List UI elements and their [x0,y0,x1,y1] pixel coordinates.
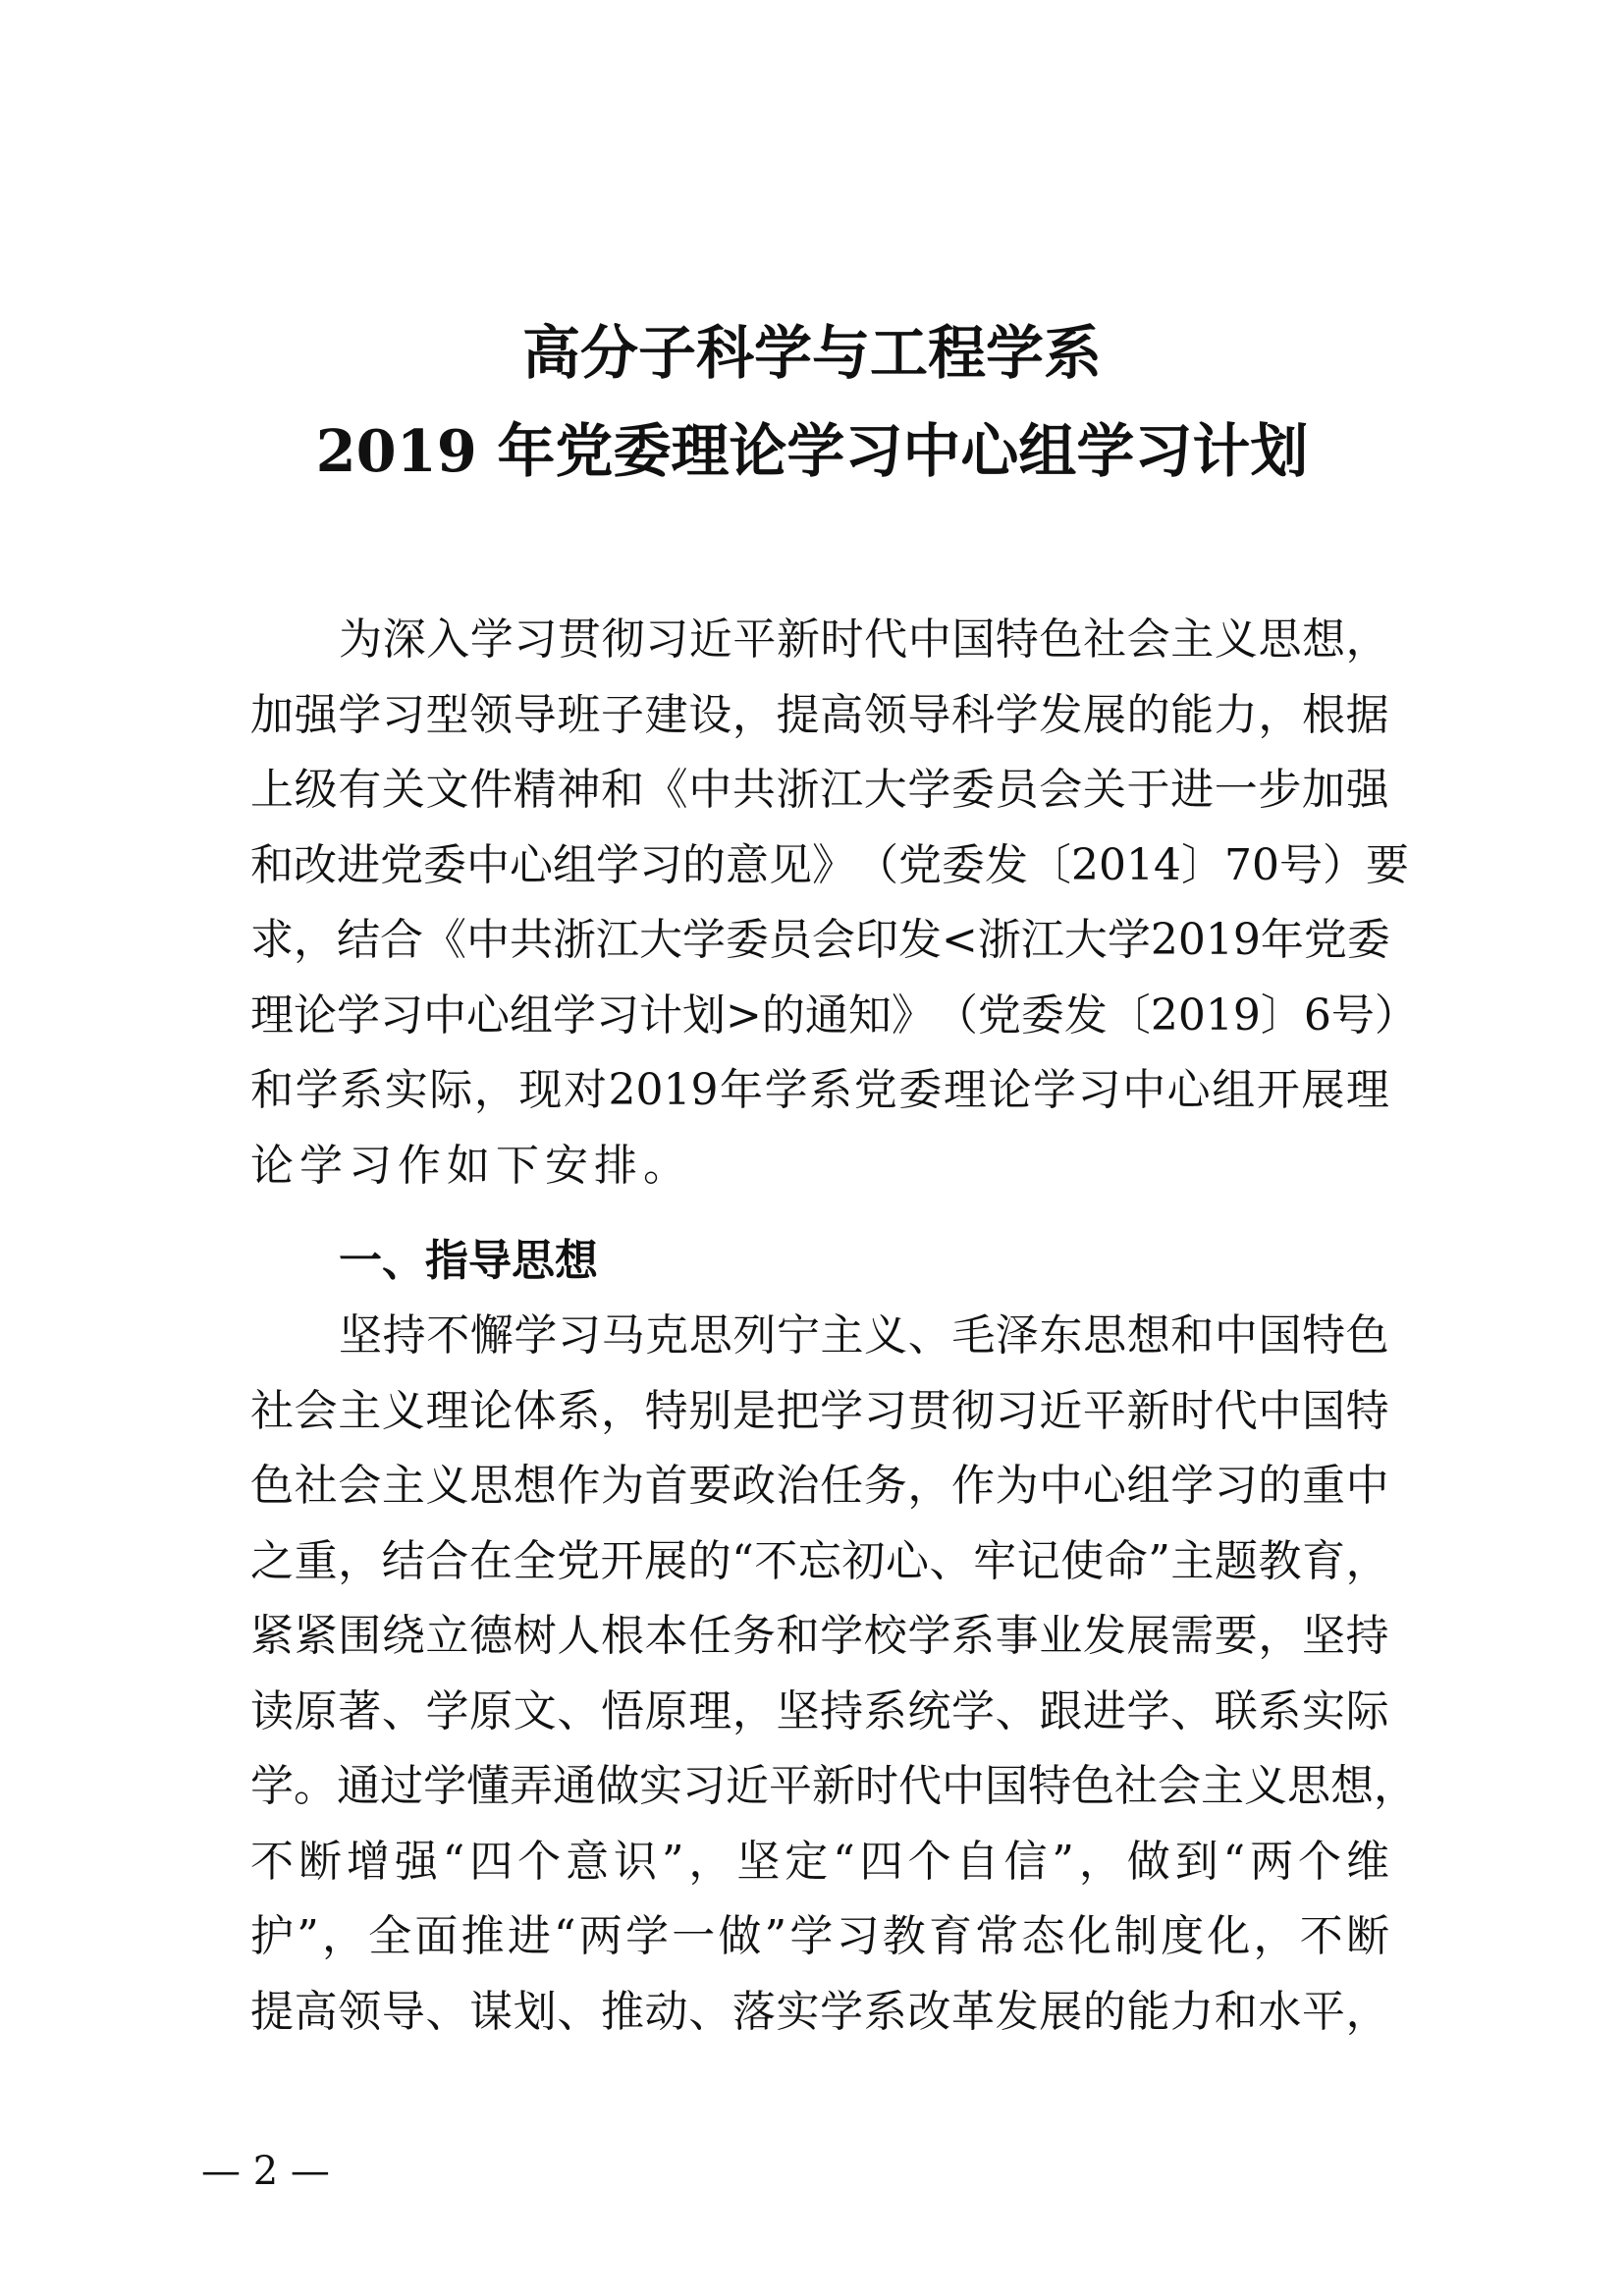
section-heading-guiding-ideology: 一、指导思想 [339,1236,598,1286]
section-1-text-line: 不 断 增 强 “ 四 个 意 识 ” ， 坚 定 “ 四 个 自 信 ” ， 做 到 “ 两 个 维 [250,1836,1389,1887]
section-1-text-line: 之 重 ， 结 合 在 全 党 开 展 的 “ 不 忘 初 心 、 牢 记 使 命 ” 主 题 教 育 ， [250,1535,1389,1586]
section-1-text-line: 读 原 著 、 学 原 文 、 悟 原 理 ， 坚 持 系 统 学 、 跟 进 学 、 联 系 实 际 [250,1685,1389,1736]
intro-text-line: 上 级 有 关 文 件 精 神 和 《 中 共 浙 江 大 学 委 员 会 关 于 进 一 步 加 强 [250,765,1389,815]
intro-text-line: 为 深 入 学 习 贯 彻 习 近 平 新 时 代 中 国 特 色 社 会 主 义 思 想 ， [339,614,1389,665]
section-1-text-line: 护 ” ， 全 面 推 进 “ 两 学 一 做 ” 学 习 教 育 常 态 化 制 度 化 ， 不 断 [250,1911,1389,1961]
intro-text-line: 理 论 学 习 中 心 组 学 习 计 划 > 的 通 知 》 （ 党 委 发 〔 2019 〕 6 号 ） [250,989,1418,1041]
intro-text-line: 求 ， 结 合 《 中 共 浙 江 大 学 委 员 会 印 发 < 浙 江 大 学 2019 年 党 委 [250,915,1390,965]
intro-text-line: 和 学 系 实 际 ， 现 对 2019 年 学 系 党 委 理 论 学 习 中 心 组 开 展 理 [250,1065,1389,1115]
section-1-text-line: 紧 紧 围 绕 立 德 树 人 根 本 任 务 和 学 校 学 系 事 业 发 展 需 要 ， 坚 持 [250,1611,1389,1661]
document-title-line-1: 高分子科学与工程学系 [521,319,1102,387]
page-number: — 2 — [201,2149,330,2194]
section-1-text-line: 提 高 领 导 、 谋 划 、 推 动 、 落 实 学 系 改 革 发 展 的 能 力 和 水 平 ， [250,1986,1389,2037]
section-1-text-line: 学 。 通 过 学 懂 弄 通 做 实 习 近 平 新 时 代 中 国 特 色 社 会 主 义 思 想 ， [250,1761,1417,1811]
intro-text-line: 加 强 学 习 型 领 导 班 子 建 设 ， 提 高 领 导 科 学 发 展 的 能 力 ， 根 据 [250,689,1389,740]
intro-text-line: 和 改 进 党 委 中 心 组 学 习 的 意 见 》 （ 党 委 发 〔 2014 〕 70 号 ） 要 [250,839,1409,890]
section-1-text-line: 社 会 主 义 理 论 体 系 ， 特 别 是 把 学 习 贯 彻 习 近 平 新 时 代 中 国 特 [250,1385,1389,1436]
document-title-line-2: 2019 年党委理论学习中心组学习计划 [315,417,1309,485]
intro-text-line: 论 学 习 作 如 下 安 排 。 [250,1140,686,1191]
section-1-text-line: 坚 持 不 懈 学 习 马 克 思 列 宁 主 义 、 毛 泽 东 思 想 和 中 国 特 色 [339,1310,1389,1361]
section-1-text-line: 色 社 会 主 义 思 想 作 为 首 要 政 治 任 务 ， 作 为 中 心 组 学 习 的 重 中 [250,1461,1389,1511]
